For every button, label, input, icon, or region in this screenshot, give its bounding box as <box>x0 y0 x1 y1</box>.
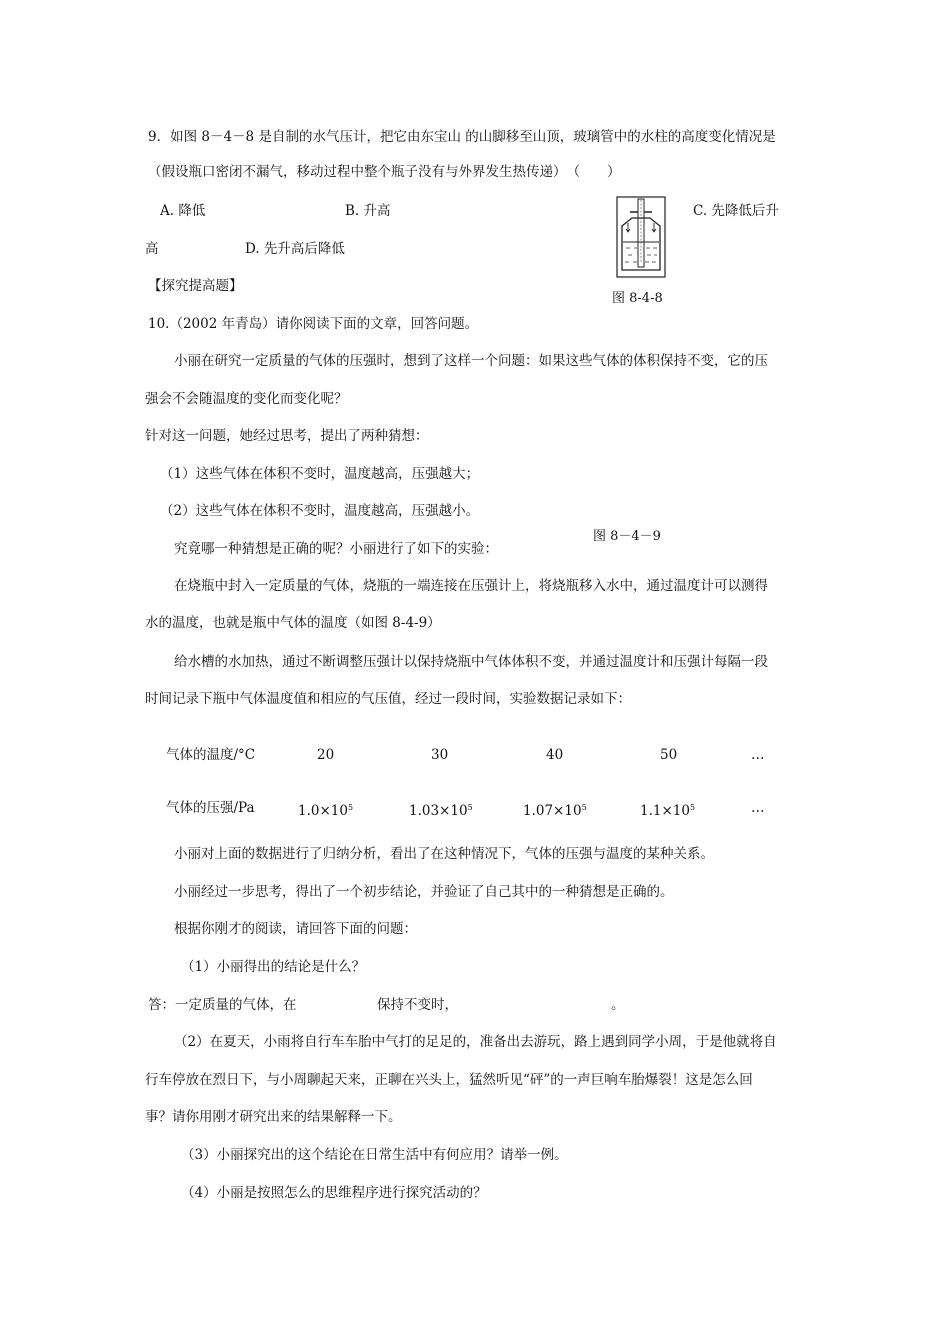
q9-option-b: B. 升高 <box>345 203 391 219</box>
figure-8-4-8-caption: 图 8-4-8 <box>612 291 663 306</box>
q10-paragraph-5b: 时间记录下瓶中气体温度值和相应的气压值，经过一段时间，实验数据记录如下： <box>145 691 631 707</box>
sub-question-2a: （2）在夏天，小雨将自行车车胎中气打的足足的，准备出去游玩，路上遇到同学小周，于是他就将自 <box>174 1034 777 1050</box>
pressure-cell: $1.03\times 10^5$ <box>409 803 473 819</box>
temperature-cell: 50 <box>660 747 678 763</box>
pressure-row-label: 气体的压强/Pa <box>166 800 255 816</box>
q9-option-d: D. 先升高后降低 <box>245 241 345 257</box>
q10-paragraph-4b: 水的温度，也就是瓶中气体的温度（如图 8-4-9） <box>145 615 441 631</box>
section-heading: 【探究提高题】 <box>148 278 243 294</box>
q10-paragraph-4a: 在烧瓶中封入一定质量的气体，烧瓶的一端连接在压强计上，将烧瓶移入水中，通过温度计可以测得 <box>174 578 768 594</box>
figure-8-4-9-caption: 图 8－4－9 <box>593 529 661 544</box>
pressure-cell: $1.1\times 10^5$ <box>640 803 696 819</box>
temperature-cell: 30 <box>431 747 449 763</box>
sub-question-2c: 事？请你用刚才研究出来的结果解释一下。 <box>145 1109 402 1125</box>
pressure-cell: $1.07\times 10^5$ <box>523 803 587 819</box>
answer-part-c: 。 <box>611 997 625 1013</box>
water-barometer-figure <box>616 196 666 278</box>
q10-paragraph-2: 针对这一问题，她经过思考，提出了两种猜想： <box>145 428 429 444</box>
temperature-cell: 20 <box>317 747 335 763</box>
q9-option-c-continued: 高 <box>145 241 159 257</box>
temperature-cell: … <box>751 747 765 763</box>
sub-question-1: （1）小丽得出的结论是什么？ <box>181 959 366 975</box>
pressure-cell: … <box>751 800 765 816</box>
answer-part-a: 答：一定质量的气体，在 <box>148 997 297 1013</box>
q9-line2: （假设瓶口密闭不漏气，移动过程中整个瓶子没有与外界发生热传递） （ ） <box>148 164 621 180</box>
q10-paragraph-1a: 小丽在研究一定质量的气体的压强时，想到了这样一个问题：如果这些气体的体积保持不变，它的压 <box>174 353 768 369</box>
q9-line1: 9．如图 8－4－8 是自制的水气压计，把它由东宝山 的山脚移至山顶，玻璃管中的水柱的高度变化情况是 <box>148 129 776 145</box>
sub-question-3: （3）小丽探究出的这个结论在日常生活中有何应用？请举一例。 <box>181 1147 568 1163</box>
q10-title: 10.（2002 年青岛）请你阅读下面的文章，回答问题。 <box>148 316 479 332</box>
temperature-row-label: 气体的温度/°C <box>166 747 256 763</box>
q10-paragraph-8: 根据你刚才的阅读，请回答下面的问题： <box>174 921 417 937</box>
sub-question-2b: 行车停放在烈日下，与小周聊起天来，正聊在兴头上，猛然听见“砰”的一声巨响车胎爆裂！这是怎么回 <box>145 1072 753 1088</box>
guess-1: （1）这些气体在体积不变时，温度越高，压强越大； <box>160 466 480 482</box>
temperature-cell: 40 <box>546 747 564 763</box>
q10-paragraph-1b: 强会不会随温度的变化而变化呢？ <box>145 391 348 407</box>
q10-paragraph-6: 小丽对上面的数据进行了归纳分析，看出了在这种情况下，气体的压强与温度的某种关系。 <box>174 846 714 862</box>
guess-2: （2）这些气体在体积不变时，温度越高，压强越小。 <box>160 503 480 519</box>
q10-paragraph-5a: 给水槽的水加热，通过不断调整压强计以保持烧瓶中气体体积不变，并通过温度计和压强计每隔一段 <box>174 654 768 670</box>
q9-option-a: A. 降低 <box>160 203 206 219</box>
answer-part-b: 保持不变时， <box>377 997 458 1013</box>
sub-question-4: （4）小丽是按照怎么的思维程序进行探究活动的？ <box>181 1185 487 1201</box>
pressure-cell: $1.0\times 10^5$ <box>298 803 354 819</box>
q10-paragraph-3: 究竟哪一种猜想是正确的呢？小丽进行了如下的实验： <box>174 541 498 557</box>
q10-paragraph-7: 小丽经过一步思考，得出了一个初步结论，并验证了自己其中的一种猜想是正确的。 <box>174 884 674 900</box>
q9-option-c: C. 先降低后升 <box>693 203 779 219</box>
